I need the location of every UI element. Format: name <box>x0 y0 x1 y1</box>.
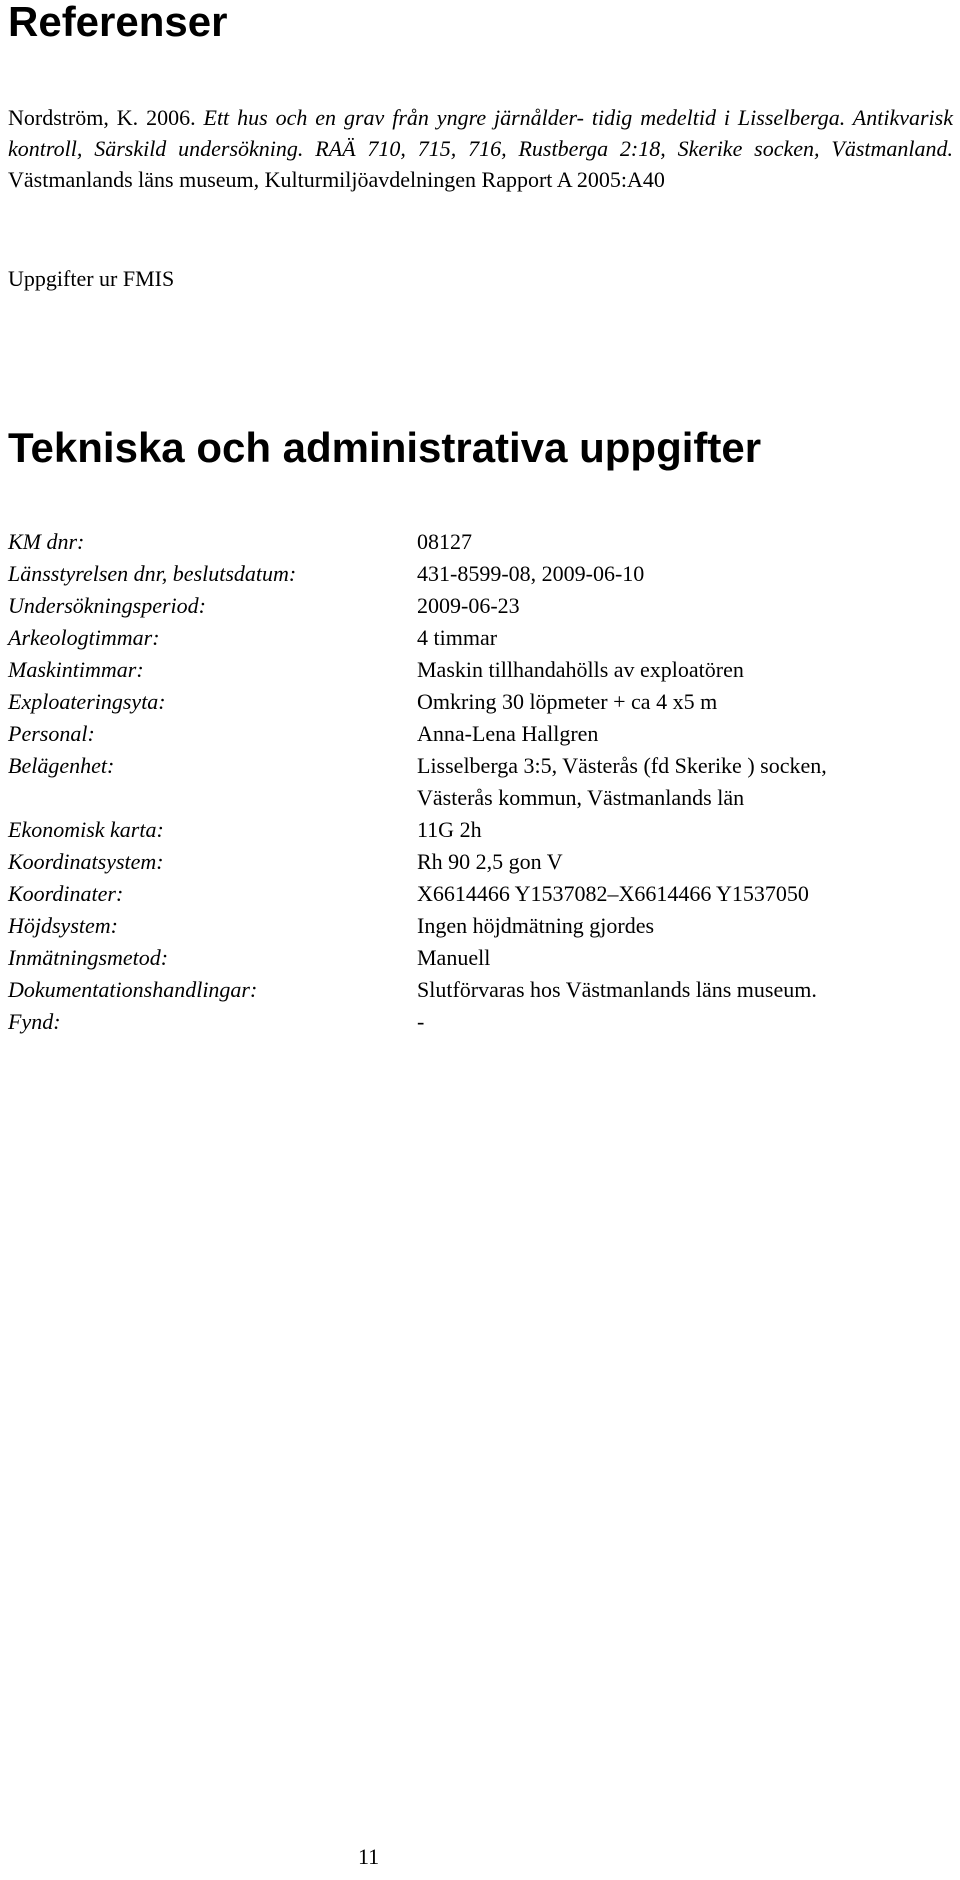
references-heading: Referenser <box>8 0 228 45</box>
field-label: Länsstyrelsen dnr, beslutsdatum: <box>8 561 297 586</box>
field-label: Belägenhet: <box>8 753 115 778</box>
field-label: Fynd: <box>8 1009 61 1034</box>
reference-entry <box>8 102 953 195</box>
field-row-ekonomisk-karta <box>8 814 953 846</box>
field-row-dokumentationshandlingar <box>8 974 953 1006</box>
technical-fields-list <box>8 526 953 1038</box>
field-row-koordinater <box>8 878 953 910</box>
field-label: Inmätningsmetod: <box>8 945 169 970</box>
field-value: Ingen höjdmätning gjordes <box>417 913 655 938</box>
field-row-exploateringsyta <box>8 686 953 718</box>
field-row-koordinatsystem <box>8 846 953 878</box>
field-row-lansstyrelsen-dnr <box>8 558 953 590</box>
field-row-maskintimmar <box>8 654 953 686</box>
page-number: 11 <box>358 1844 380 1869</box>
field-value: - <box>417 1009 425 1034</box>
field-value: Manuell <box>417 945 491 970</box>
field-row-arkeologtimmar <box>8 622 953 654</box>
technical-heading: Tekniska och administrativa uppgifter <box>8 424 762 471</box>
field-value: Slutförvaras hos Västmanlands läns museum. <box>417 977 817 1002</box>
reference-publisher: Västmanlands läns museum, Kulturmiljöavdelningen Rapport A 2005:A40 <box>8 167 665 192</box>
field-label: Arkeologtimmar: <box>8 625 160 650</box>
field-row-hojdsystem <box>8 910 953 942</box>
field-row-fynd <box>8 1006 953 1038</box>
field-label: KM dnr: <box>8 529 85 554</box>
field-value: 431-8599-08, 2009-06-10 <box>417 561 645 586</box>
reference-title: Ett hus och en grav från yngre järnålder- tidig medeltid i Lisselberga. Antikvarisk kontroll, Särskild undersökning. RAÄ 710, 715, 716, Rustberga 2:18, Skerike socken, Västmanland. <box>8 105 953 161</box>
field-value: Anna-Lena Hallgren <box>417 721 599 746</box>
field-label: Ekonomisk karta: <box>8 817 164 842</box>
reference-author-year: Nordström, K. 2006. <box>8 105 204 130</box>
field-value: Rh 90 2,5 gon V <box>417 849 563 874</box>
field-row-undersokningsperiod <box>8 590 953 622</box>
field-value: 08127 <box>417 529 472 554</box>
field-value: Omkring 30 löpmeter + ca 4 x5 m <box>417 689 718 714</box>
field-value: Maskin tillhandahölls av exploatören <box>417 657 744 682</box>
field-label: Maskintimmar: <box>8 657 144 682</box>
field-row-inmatningsmetod <box>8 942 953 974</box>
field-value: 4 timmar <box>417 625 498 650</box>
field-row-belagenhet <box>8 750 953 814</box>
field-value: 11G 2h <box>417 817 482 842</box>
field-label: Höjdsystem: <box>8 913 118 938</box>
field-label: Exploateringsyta: <box>8 689 166 714</box>
field-label: Personal: <box>8 721 95 746</box>
field-row-km-dnr <box>8 526 953 558</box>
field-label: Koordinatsystem: <box>8 849 164 874</box>
field-label: Undersökningsperiod: <box>8 593 206 618</box>
fmis-note: Uppgifter ur FMIS <box>8 266 175 291</box>
field-value: Lisselberga 3:5, Västerås (fd Skerike ) socken, Västerås kommun, Västmanlands län <box>417 753 827 810</box>
field-label: Koordinater: <box>8 881 124 906</box>
field-label: Dokumentationshandlingar: <box>8 977 258 1002</box>
field-value: 2009-06-23 <box>417 593 520 618</box>
field-row-personal <box>8 718 953 750</box>
field-value: X6614466 Y1537082–X6614466 Y1537050 <box>417 881 809 906</box>
